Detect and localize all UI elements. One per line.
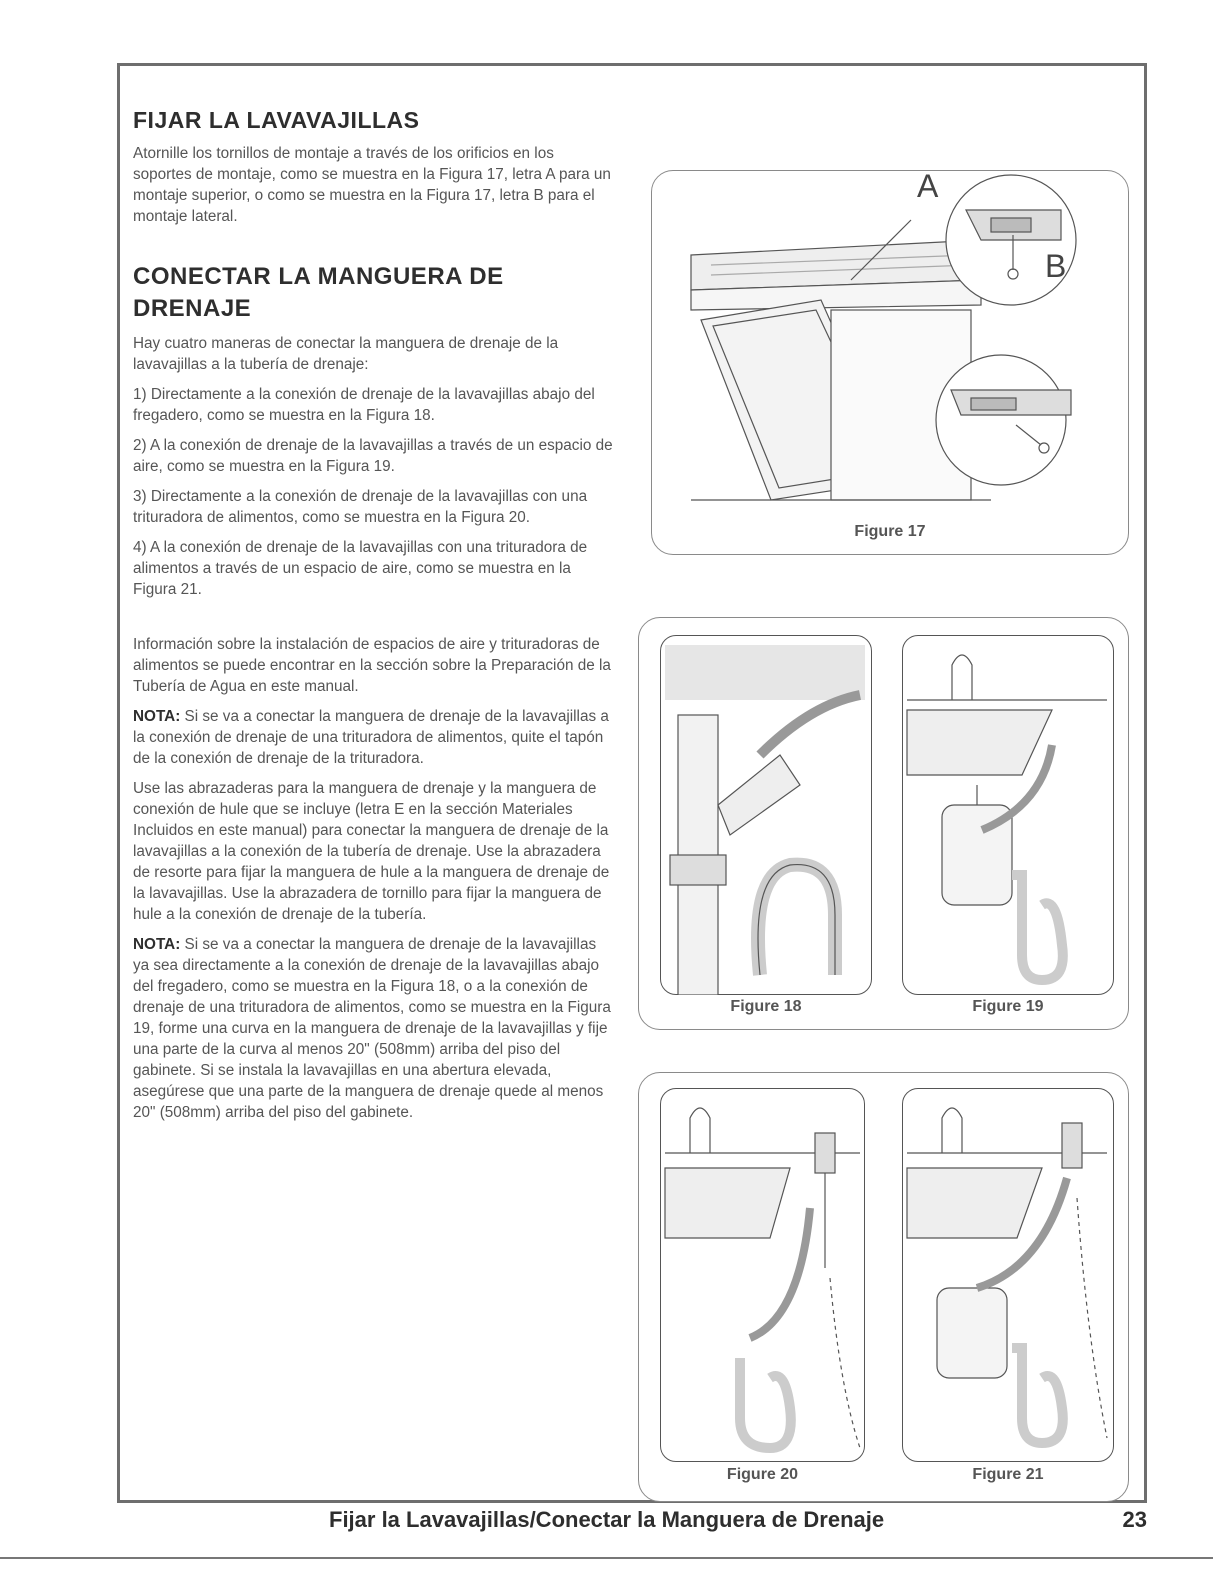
note-1-label: NOTA: <box>133 708 181 725</box>
heading-line-1: CONECTAR LA MANGUERA DE <box>133 263 504 290</box>
section-heading-fijar: FIJAR LA LAVAVAJILLAS <box>133 107 420 133</box>
figure-17-caption: Figure 17 <box>854 523 926 540</box>
figure-17-label-b: B <box>1045 248 1067 284</box>
heading-line-2: DRENAJE <box>133 295 252 322</box>
figure-21-caption: Figure 21 <box>972 1466 1044 1483</box>
page-number: 23 <box>1122 1507 1147 1532</box>
page-footer <box>117 1505 1147 1551</box>
figure-18-illustration <box>660 635 872 995</box>
figure-18-caption: Figure 18 <box>730 998 802 1015</box>
section-heading-conectar <box>133 261 613 325</box>
note-1 <box>133 706 613 769</box>
note-2-label: NOTA: <box>133 936 181 953</box>
bottom-rule <box>0 1557 1213 1559</box>
note-1-text: Si se va a conectar la manguera de drenaje de la lavavajillas a la conexión de drenaje de una trituradora de alimentos, quite el tapón de la conexión de drenaje de la trituradora. <box>133 708 609 767</box>
note-2-text: Si se va a conectar la manguera de drenaje de la lavavajillas ya sea directamente a la conexión de drenaje de la lavavajillas abajo del fregadero, como se muestra en la Figura 18, o a la conexión de drenaje de una trituradora de alimentos, como se muestra en la Figura 19, forme una curva en la manguera de drenaje de la lavavajillas y fije una parte de la curva al menos 20" (508mm) arriba del piso del gabinete. Si se instala la lavavajillas en una abertura elevada, asegúrese que una parte de la manguera de drenaje quede al menos 20" (508mm) arriba del piso del gabinete. <box>133 936 611 1121</box>
paragraph-intro: Hay cuatro maneras de conectar la manguera de drenaje de la lavavajillas a la tubería de drenaje: <box>133 335 559 373</box>
list-item-4: 4) A la conexión de drenaje de la lavavajillas con una trituradora de alimentos a través de un espacio de aire, como se muestra en la Figura 21. <box>133 539 588 598</box>
figure-20-caption: Figure 20 <box>726 1466 799 1483</box>
figure-20-illustration <box>660 1088 865 1462</box>
paragraph-info: Información sobre la instalación de espacios de aire y trituradoras de alimentos se puede encontrar en la sección sobre la Preparación de la Tubería de Agua en este manual. <box>133 636 611 695</box>
paragraph-clamps: Use las abrazaderas para la manguera de drenaje y la manguera de conexión de hule que se incluye (letra E en la sección Materiales Incluidos en este manual) para conectar la manguera de drenaje de la lavavajillas a la conexión de la tubería de drenaje. Use la abrazadera de resorte para fijar la manguera de hule a la manguera de drenaje de la lavavajillas. Use la abrazadera de tornillo para fijar la manguera de hule a la conexión de drenaje de la tubería. <box>133 780 610 923</box>
figure-17-label-a: A <box>917 168 939 204</box>
footer-title: Fijar la Lavavajillas/Conectar la Manguera de Drenaje <box>329 1507 885 1532</box>
paragraph-fijar: Atornille los tornillos de montaje a través de los orificios en los soportes de montaje, como se muestra en la Figura 17, letra A para un montaje superior, o como se muestra en la Figura 17, letra B para el montaje lateral. <box>133 145 611 225</box>
list-item-2: 2) A la conexión de drenaje de la lavavajillas a través de un espacio de aire, como se muestra en la Figura 19. <box>133 437 613 475</box>
text-column <box>133 100 613 1132</box>
list-item-1: 1) Directamente a la conexión de drenaje de la lavavajillas abajo del fregadero, como se muestra en la Figura 18. <box>133 386 595 424</box>
note-2 <box>133 934 613 1123</box>
figure-19-illustration <box>902 635 1114 995</box>
figure-19-caption: Figure 19 <box>972 998 1044 1015</box>
list-item-3: 3) Directamente a la conexión de drenaje de la lavavajillas con una trituradora de alimentos, como se muestra en la Figura 20. <box>133 488 588 526</box>
figure-17-illustration <box>651 170 1129 520</box>
figure-21-illustration <box>902 1088 1114 1462</box>
